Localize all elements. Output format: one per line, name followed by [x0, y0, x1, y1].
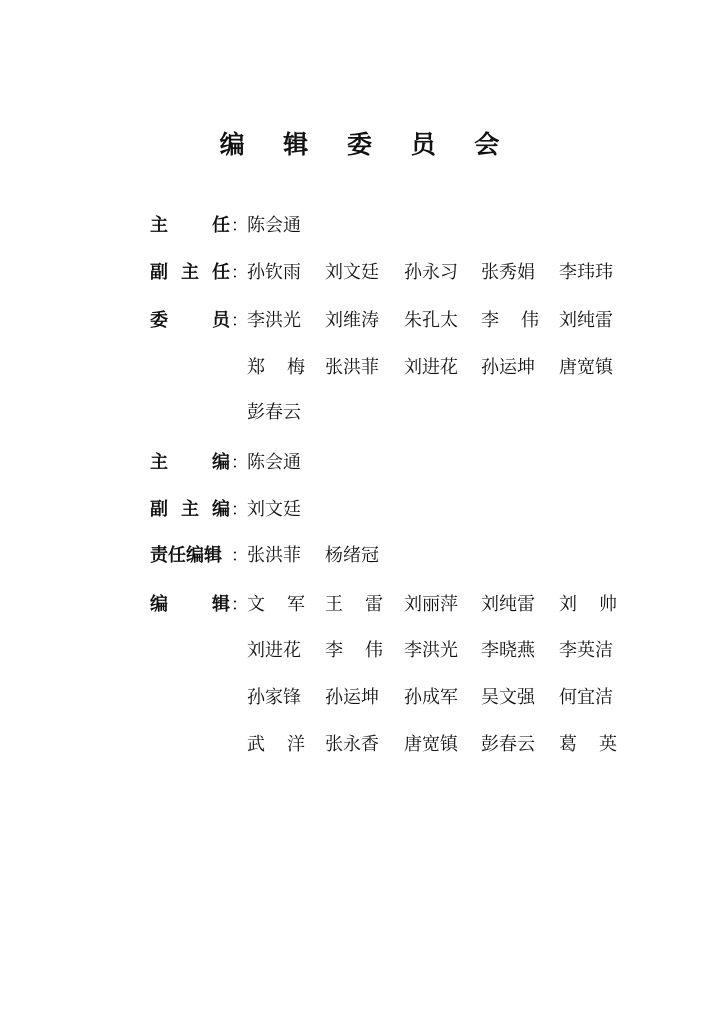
- role-colon: ：: [231, 546, 248, 566]
- member-name: 刘维涛: [325, 310, 379, 331]
- member-name: 王 雷: [325, 594, 383, 615]
- member-name: 李 伟: [325, 640, 383, 661]
- role-label-char: 副: [150, 262, 168, 283]
- member-name: 彭春云: [481, 734, 535, 755]
- role-label-char: 副: [150, 499, 168, 520]
- role-label-char: 委: [150, 310, 168, 331]
- role-label-char: 编: [150, 594, 168, 615]
- member-name: 李英洁: [559, 640, 613, 661]
- role-label-char: 任: [212, 262, 230, 283]
- committee-row: [0, 353, 724, 383]
- member-name: 葛 英: [559, 734, 617, 755]
- member-name: 张秀娟: [481, 262, 535, 283]
- role-label: [150, 258, 230, 288]
- role-label-char: 主: [181, 262, 199, 283]
- member-name: 朱孔太: [404, 310, 458, 331]
- role-label-char: 员: [212, 310, 230, 331]
- member-name: 武 洋: [247, 734, 305, 755]
- role-label: [150, 306, 230, 336]
- committee-row: [0, 211, 724, 241]
- member-name: 张洪菲: [247, 545, 301, 566]
- committee-row: [0, 306, 724, 336]
- member-name: 吴文强: [481, 687, 535, 708]
- committee-row: [0, 398, 724, 428]
- member-name: 李玮玮: [559, 262, 613, 283]
- member-name: 李洪光: [247, 310, 301, 331]
- member-name: 孙成军: [404, 687, 458, 708]
- member-name: 李晓燕: [481, 640, 535, 661]
- member-name: 何宜洁: [559, 687, 613, 708]
- member-name: 刘 帅: [559, 594, 617, 615]
- role-label-char: 辑: [212, 594, 230, 615]
- role-label-char: 责任编辑: [150, 545, 222, 566]
- member-name: 彭春云: [247, 402, 301, 423]
- role-label-char: 编: [212, 499, 230, 520]
- member-name: 孙家锋: [247, 687, 301, 708]
- committee-row: [0, 495, 724, 525]
- committee-row: [0, 636, 724, 666]
- role-colon: ：: [231, 311, 248, 331]
- member-name: 孙运坤: [325, 687, 379, 708]
- committee-row: [0, 448, 724, 478]
- member-name: 郑 梅: [247, 357, 305, 378]
- committee-row: [0, 258, 724, 288]
- member-name: 唐宽镇: [559, 357, 613, 378]
- member-name: 张永香: [325, 734, 379, 755]
- role-colon: ：: [231, 263, 248, 283]
- member-name: 孙钦雨: [247, 262, 301, 283]
- member-name: 张洪菲: [325, 357, 379, 378]
- member-name: 唐宽镇: [404, 734, 458, 755]
- role-colon: ：: [231, 595, 248, 615]
- member-name: 刘进花: [404, 357, 458, 378]
- role-label: [150, 541, 230, 571]
- committee-row: [0, 730, 724, 760]
- role-colon: ：: [231, 216, 248, 236]
- member-name: 孙运坤: [481, 357, 535, 378]
- member-name: 刘纯雷: [481, 594, 535, 615]
- member-name: 陈会通: [247, 215, 301, 236]
- member-name: 刘纯雷: [559, 310, 613, 331]
- member-name: 李洪光: [404, 640, 458, 661]
- member-name: 文 军: [247, 594, 305, 615]
- role-label-char: 主: [181, 499, 199, 520]
- role-label-char: 主: [150, 215, 168, 236]
- committee-row: [0, 683, 724, 713]
- role-label: [150, 590, 230, 620]
- role-label: [150, 211, 230, 241]
- member-name: 杨绪冠: [325, 545, 379, 566]
- role-label-char: 编: [212, 452, 230, 473]
- member-name: 李 伟: [481, 310, 539, 331]
- member-name: 刘丽萍: [404, 594, 458, 615]
- member-name: 孙永习: [404, 262, 458, 283]
- member-name: 刘文廷: [247, 499, 301, 520]
- committee-row: [0, 541, 724, 571]
- member-name: 刘文廷: [325, 262, 379, 283]
- committee-row: [0, 590, 724, 620]
- role-colon: ：: [231, 453, 248, 473]
- role-label-char: 主: [150, 452, 168, 473]
- member-name: 陈会通: [247, 452, 301, 473]
- role-label: [150, 448, 230, 478]
- role-label-char: 任: [212, 215, 230, 236]
- member-name: 刘进花: [247, 640, 301, 661]
- role-colon: ：: [231, 500, 248, 520]
- role-label: [150, 495, 230, 525]
- page-title: 编 辑 委 员 会: [219, 130, 515, 159]
